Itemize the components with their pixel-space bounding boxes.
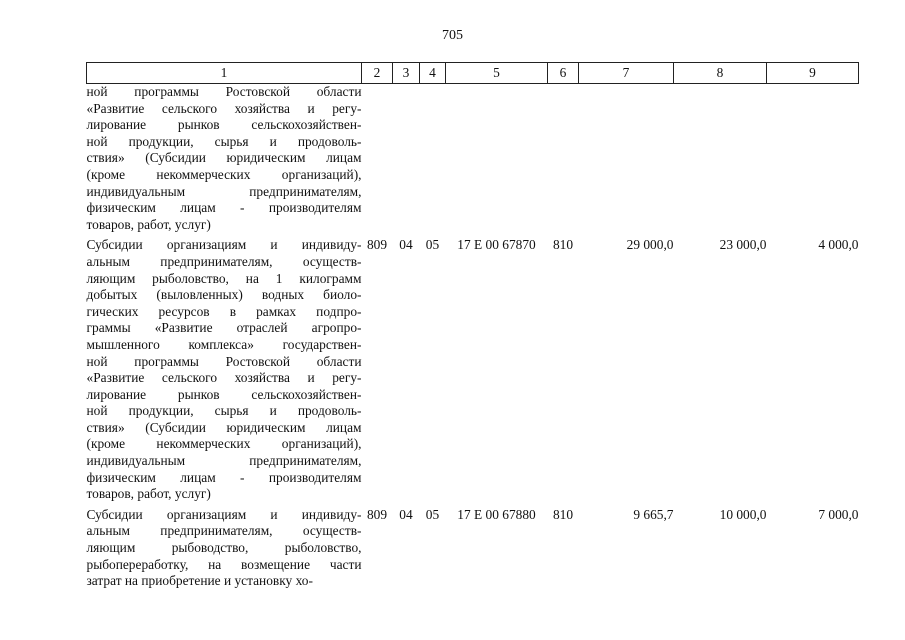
subsection-code: 05 [425,237,440,253]
section-code: 04 [399,506,413,522]
amount-year-2 [674,84,767,234]
target-article-code: 17 Е 00 67880 [457,506,536,522]
description-line: ной продукции, сырья и продоволь- [86,133,362,149]
subsection-code: 05 [425,506,440,522]
row-description [87,84,362,234]
description-line: ляющим рыбоводство, рыболовство, [86,540,362,556]
table-header-row [87,63,859,84]
column-header: 9 [767,63,859,84]
description-line: Субсидии организациям и индивиду- [86,237,362,253]
subsection-code [420,84,446,234]
amount-year-3: 7 000,0 [818,506,859,522]
description-line: рыбопереработку, на возмещение части [86,556,362,572]
description-line: индивидуальным предпринимателям, [86,453,362,469]
description-line: товаров, работ, услуг) [86,216,211,232]
ministry-code: 809 [366,506,388,522]
ministry-code: 809 [366,237,388,253]
description-line: ляющим рыболовство, на 1 килограмм [86,270,362,286]
description-line: лирование рынков сельскохозяйствен- [86,386,362,402]
amount-year-3: 4 000,0 [818,237,859,253]
target-article-code: 17 Е 00 67870 [457,237,536,253]
amount-year-1: 9 665,7 [633,506,674,522]
description-line: лирование рынков сельскохозяйствен- [86,117,362,133]
section-code [393,84,420,234]
table-row [87,503,859,590]
amount-year-2: 23 000,0 [719,237,767,253]
description-line: альным предпринимателям, осуществ- [86,253,362,269]
row-description [87,503,362,590]
description-line: (кроме некоммерческих организаций), [86,166,362,182]
column-header: 2 [362,63,393,84]
column-header: 7 [579,63,674,84]
description-line: граммы «Развитие отраслей агропро- [86,320,362,336]
table-body [87,84,859,590]
description-line: «Развитие сельского хозяйства и регу- [86,100,362,116]
expense-type-code: 810 [552,237,574,253]
amount-year-3 [767,84,859,234]
column-header: 8 [674,63,767,84]
column-header: 1 [87,63,362,84]
description-line: альным предпринимателям, осуществ- [86,523,362,539]
description-line: гических ресурсов в рамках подпро- [86,303,362,319]
amount-year-1: 29 000,0 [626,237,674,253]
description-line: ствия» (Субсидии юридическим лицам [86,419,362,435]
column-header: 3 [393,63,420,84]
description-line: ной продукции, сырья и продоволь- [86,403,362,419]
table-row [87,233,859,503]
ministry-code [362,84,393,234]
column-header: 5 [446,63,548,84]
table-row [87,84,859,234]
column-header: 6 [548,63,579,84]
description-line: физическим лицам - производителям [86,469,362,485]
budget-table [86,62,859,590]
target-article-code [446,84,548,234]
description-line: затрат на приобретение и установку хо- [86,573,313,589]
column-header: 4 [420,63,446,84]
amount-year-2: 10 000,0 [719,506,767,522]
description-line: ной программы Ростовской области [86,353,362,369]
description-line: мышленного комплекса» государствен- [86,336,362,352]
description-line: товаров, работ, услуг) [86,486,211,502]
description-line: добытых (выловленных) водных биоло- [86,287,362,303]
row-description [87,233,362,503]
description-line: «Развитие сельского хозяйства и регу- [86,370,362,386]
page-number: 705 [442,28,463,43]
description-line: Субсидии организациям и индивиду- [86,506,362,522]
description-line: ной программы Ростовской области [86,84,362,99]
description-line: индивидуальным предпринимателям, [86,183,362,199]
amount-year-1 [579,84,674,234]
description-line: (кроме некоммерческих организаций), [86,436,362,452]
section-code: 04 [399,237,413,253]
description-line: ствия» (Субсидии юридическим лицам [86,150,362,166]
expense-type-code: 810 [552,506,574,522]
expense-type-code [548,84,579,234]
description-line: физическим лицам - производителям [86,200,362,216]
